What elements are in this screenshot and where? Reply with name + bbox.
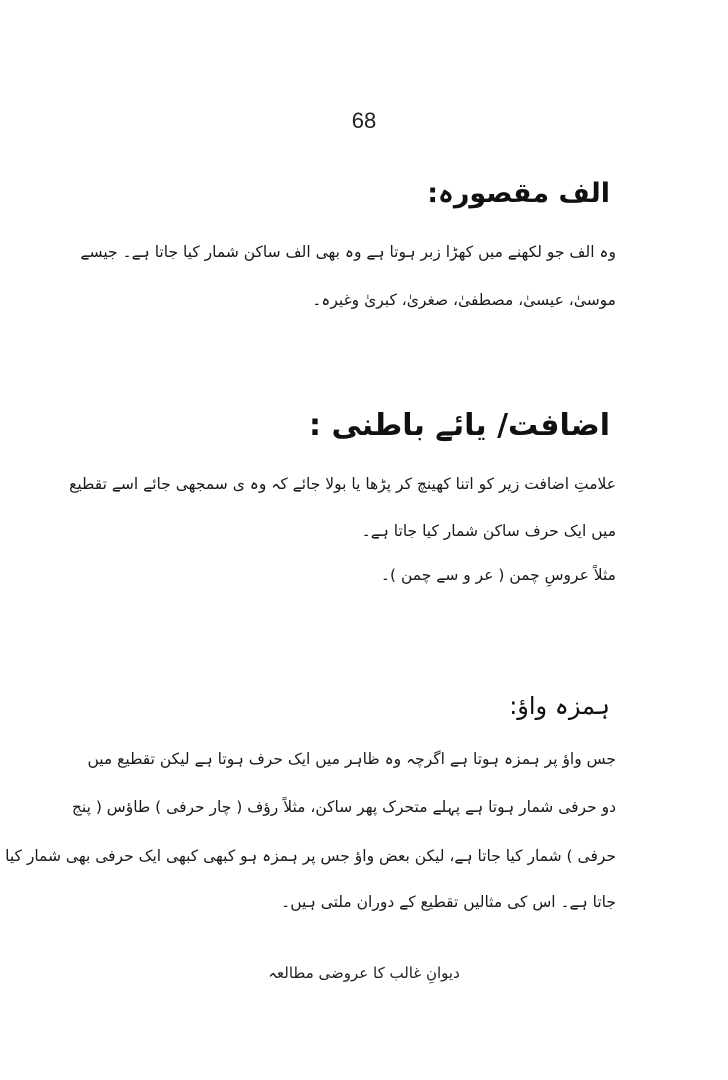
- paragraph-line: دو حرفی شمار ہوتا ہے پہلے متحرک پھر ساکن، مثلاً رؤف ( چار حرفی ) طاؤس ( پنج: [71, 798, 616, 816]
- paragraph-line: مثلاً عروسِ چمن ( عر و سے چمن )۔: [380, 566, 616, 584]
- running-footer-title: دیوانِ غالب کا عروضی مطالعہ: [268, 964, 460, 982]
- paragraph-line: وہ الف جو لکھنے میں کھڑا زبر ہوتا ہے وہ بھی الف ساکن شمار کیا جاتا ہے۔ جیسے: [80, 243, 616, 261]
- section-heading-hamza-wao: ہمزہ واؤ:: [509, 692, 610, 720]
- paragraph-line: حرفی ) شمار کیا جاتا ہے، لیکن بعض واؤ جس پر ہمزہ ہو کبھی کبھی ایک حرفی بھی شمار کیا: [5, 847, 616, 865]
- paragraph-line: جاتا ہے۔ اس کی مثالیں تقطیع کے دوران ملتی ہیں۔: [281, 893, 616, 911]
- paragraph-line: علامتِ اضافت زیر کو اتنا کھینچ کر پڑھا یا بولا جائے کہ وہ ی سمجھی جائے اسے تقطیع: [69, 475, 616, 493]
- section-heading-alif-maqsoora: الف مقصورہ:: [427, 178, 610, 209]
- section-heading-izafat: اضافت/ یائے باطنی :: [309, 408, 610, 443]
- page-number: 68: [351, 108, 377, 133]
- paragraph-line: جس واؤ پر ہمزہ ہوتا ہے اگرچہ وہ ظاہر میں ایک حرف ہوتا ہے لیکن تقطیع میں: [87, 750, 616, 768]
- paragraph-line: موسیٰ، عیسیٰ، مصطفیٰ، صغریٰ، کبریٰ وغیرہ۔: [312, 291, 616, 309]
- paragraph-line: میں ایک حرف ساکن شمار کیا جاتا ہے۔: [361, 522, 616, 540]
